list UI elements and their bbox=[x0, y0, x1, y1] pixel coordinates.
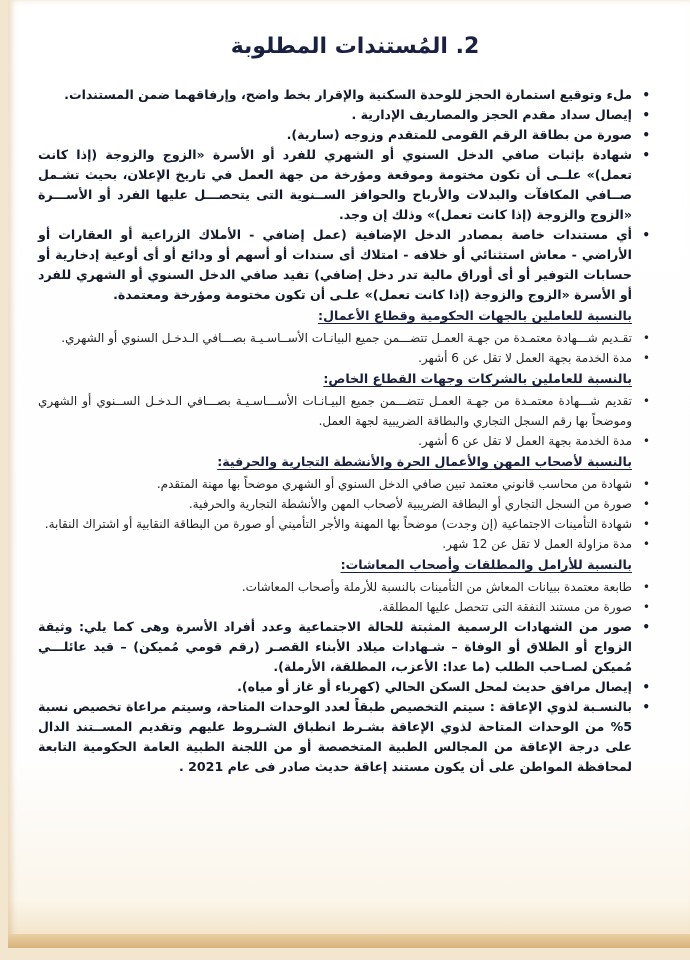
list-item bbox=[38, 677, 654, 697]
list-item-text: إيصال سداد مقدم الحجز والمصاريف الإدارية . bbox=[351, 107, 632, 122]
list-item-text: صورة من السجل التجاري أو البطاقة الضريبية لأصحاب المهن والأنشطة التجارية والحرفية. bbox=[188, 497, 632, 511]
list-item bbox=[38, 85, 654, 105]
list-item-text: طابعة معتمدة ببيانات المعاش من التأمينات بالنسبة للأرملة وأصحاب المعاشات. bbox=[241, 580, 632, 594]
document-page bbox=[8, 0, 690, 948]
list-item bbox=[38, 328, 654, 348]
bullet-icon: • bbox=[642, 394, 650, 408]
list-item bbox=[38, 697, 654, 777]
list-item bbox=[38, 514, 654, 534]
section-heading: بالنسبة للعاملين بالشركات وجهات القطاع الخاص: bbox=[323, 371, 632, 386]
list-item-text: تقـديم شـــهادة معتمـدة من جهـة العمـل تتضـــمن جميع البيانـات الأســاسـيـة بصـــافي الـدخـل السنوي أو الشهري. bbox=[61, 331, 632, 345]
list-item bbox=[38, 105, 654, 125]
section-heading: بالنسبة للعاملين بالجهات الحكومية وقطاع الأعمال: bbox=[318, 308, 632, 323]
list-item-text: صورة من بطاقة الرقم القومى للمتقدم وزوجه (سارية). bbox=[286, 127, 632, 142]
list-item-text: شهادة بإثبات صافي الدخل السنوي أو الشهري للفرد أو الأسرة «الزوج والزوجة (إذا كانت تعمل)» علــى أن تكون مختومة وموقعة ومؤرخة من جهة العمل في تاريخ الإعلان، بحيث تشـمل صــافي المكافآت والبدلات والأرباح والحوافز الســنوية التى يتحصـــل عليها الفرد أو الأســـرة «الزوج والزوجة (إذا كانت تعمل)» وذلك إن وجد. bbox=[38, 147, 632, 222]
list-item-text: أي مستندات خاصة بمصادر الدخل الإضافية (عمل إضافي - الأملاك الزراعية أو العقارات أو الأراضي - معاش استثنائي أو خلافه - امتلاك أى سندات أو أسهم أو ودائع أو أى أوعية إدخارية أو حسابات التوفير أو أى أوراق مالية تدر دخل إضافي) تفيد صافي الدخل السنوي أو الشهري للفرد أو الأسرة «الزوج والزوجة (إذا كانت تعمل)» علـى أن تكون مختومة ومؤرخة ومعتمدة. bbox=[38, 227, 632, 302]
list-item bbox=[38, 348, 654, 368]
section-professionals-freelancers bbox=[38, 452, 672, 554]
bullet-icon: • bbox=[642, 517, 650, 531]
section-heading: بالنسبة لأصحاب المهن والأعمال الحرة والأنشطة التجارية والحرفية: bbox=[217, 454, 632, 469]
document-title: 2. المُستندات المطلوبة bbox=[230, 34, 480, 59]
bullet-icon: • bbox=[642, 331, 650, 345]
list-item-text: صورة من مستند النفقة التى تتحصل عليها المطلقة. bbox=[378, 600, 632, 614]
section-private-sector-employees bbox=[38, 369, 672, 451]
list-item-text: مدة مزاولة العمل لا تقل عن 12 شهر. bbox=[442, 537, 632, 551]
bullet-icon: • bbox=[642, 497, 650, 511]
list-item-text: شهادة من محاسب قانوني معتمد تبين صافي الدخل السنوي أو الشهري موضحاً بها مهنة المتقدم. bbox=[156, 477, 632, 491]
section-widows-divorcees-pensioners bbox=[38, 555, 672, 617]
bullet-icon: • bbox=[642, 351, 650, 365]
bullet-icon: • bbox=[642, 108, 650, 122]
bullet-icon: • bbox=[642, 600, 650, 614]
list-item bbox=[38, 617, 654, 677]
list-item bbox=[38, 431, 654, 451]
document-body bbox=[38, 34, 672, 777]
bullet-icon: • bbox=[642, 434, 650, 448]
bullet-icon: • bbox=[642, 680, 650, 694]
list-item-text: شهادة التأمينات الاجتماعية (إن وجدت) موضحاً بها المهنة والأجر التأميني أو صورة من البطاقة النقابية أو اشتراك النقابة. bbox=[44, 517, 632, 531]
bullet-icon: • bbox=[642, 148, 650, 162]
list-item bbox=[38, 391, 654, 431]
list-item bbox=[38, 225, 654, 305]
list-item-text: صور من الشهادات الرسمية المثبتة للحالة الاجتماعية وعدد أفراد الأسرة وهى كما يلي: وثيقة الزواج أو الطلاق أو الوفاة – شـهادات ميلاد الأبناء القصـر (رقم قومي مُميكن) – قيد عائلـــي مُميكن لصـاحب الطلب (ما عدا: الأعزب، المطلقة، الأرملة). bbox=[38, 619, 632, 674]
list-item-text: مدة الخدمة بجهة العمل لا تقل عن 6 أشهر. bbox=[418, 351, 632, 365]
list-item-text: ملء وتوقيع استمارة الحجز للوحدة السكنية والإقرار بخط واضح، وإرفاقهما ضمن المستندات. bbox=[64, 87, 632, 102]
list-item bbox=[38, 597, 654, 617]
list-item-text: تقديم شـــهادة معتمـدة من جهـة العمـل تتضـــمن جميع البيـانـات الأســـاسـيـة بصـــافي الـدخـل الســنوي أو الشهري وموضحاً بها رقم السجل التجاري والبطاقة الضريبية لجهة العمل. bbox=[38, 394, 632, 428]
bullet-icon: • bbox=[642, 620, 650, 634]
list-item bbox=[38, 125, 654, 145]
bullet-icon: • bbox=[642, 580, 650, 594]
section-government-employees bbox=[38, 306, 672, 368]
general-requirements-list bbox=[38, 85, 672, 305]
bullet-icon: • bbox=[642, 537, 650, 551]
final-requirements-list bbox=[38, 617, 672, 777]
paper-edge bbox=[8, 934, 690, 948]
list-item bbox=[38, 534, 654, 554]
section-heading: بالنسبة للأرامل والمطلقات وأصحاب المعاشات: bbox=[340, 557, 632, 572]
bullet-icon: • bbox=[642, 700, 650, 714]
bullet-icon: • bbox=[642, 88, 650, 102]
list-item-text: بالنسـبة لذوي الإعاقة : سيتم التخصيص طبقاً لعدد الوحدات المتاحة، وسيتم مراعاة تخصيص نسبة 5% من الوحدات المتاحة لذوي الإعاقة بشـرط انطباق الشـروط عليهم وتقديم المســتند الدال على درجة الإعاقة من المجالس الطبية المتخصصة أو من اللجنة الطبية العامة الحكومية التابعة لمحافظة المواطن على أن يكون مستند إعاقة حديث صادر فى عام 2021 . bbox=[38, 699, 632, 774]
list-item-text: إيصال مرافق حديث لمحل السكن الحالي (كهرباء أو غاز أو مياه). bbox=[237, 679, 632, 694]
list-item bbox=[38, 145, 654, 225]
list-item bbox=[38, 577, 654, 597]
list-item bbox=[38, 474, 654, 494]
list-item-text: مدة الخدمة بجهة العمل لا تقل عن 6 أشهر. bbox=[418, 434, 632, 448]
list-item bbox=[38, 494, 654, 514]
bullet-icon: • bbox=[642, 128, 650, 142]
bullet-icon: • bbox=[642, 477, 650, 491]
bullet-icon: • bbox=[642, 228, 650, 242]
